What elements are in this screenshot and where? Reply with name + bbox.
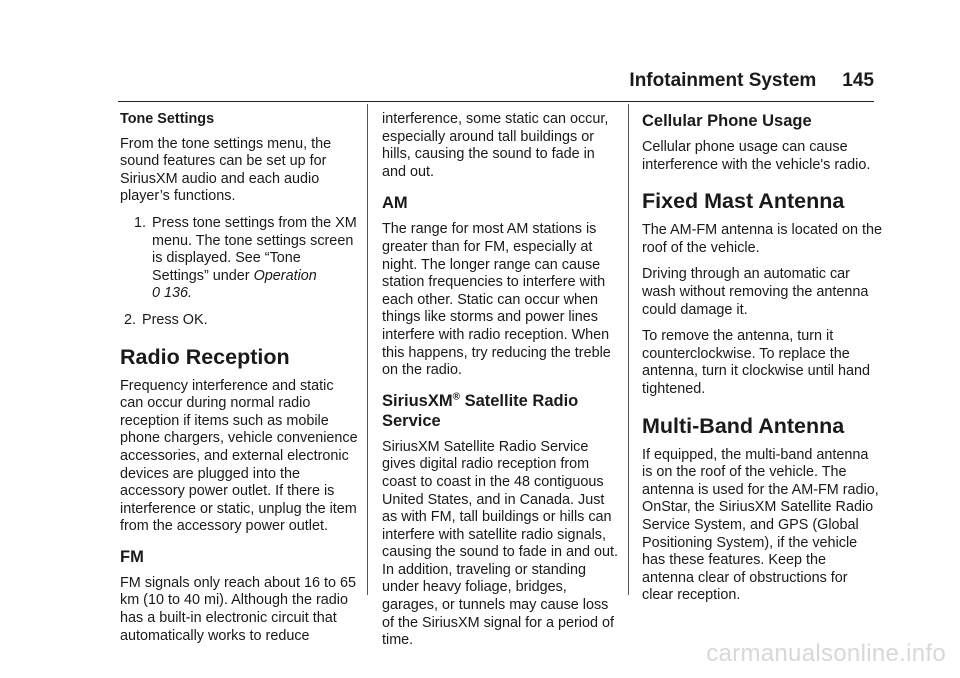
column-3	[642, 111, 882, 614]
page-number: 145	[842, 70, 874, 91]
fm-continued-text: interference, some static can occur, especially around tall buildings or hills, causing the sound to fade in and out.	[382, 111, 609, 180]
page-ref-link[interactable]: 0 136.	[152, 285, 193, 302]
step-text: Press tone settings from the XM menu. The tone settings screen is displayed. See “Tone Settings” under Operation 0 136.	[152, 214, 357, 302]
radio-reception-text: Frequency interference and static can occur during normal radio reception if items such as mobile phone chargers, vehicle convenience accessories, and external electronic devices are plugged into the accessory power outlet. If there is interference or static, unplug the item from the accessory power outlet.	[120, 377, 358, 535]
tone-settings-heading: Tone Settings	[120, 111, 215, 127]
cellular-text: Cellular phone usage can cause interference with the vehicle's radio.	[642, 139, 871, 173]
step-number: 1.	[133, 214, 146, 231]
column-1	[120, 111, 360, 654]
list-item	[120, 215, 360, 303]
siriusxm-text: SiriusXM Satellite Radio Service gives digital radio reception from coast to coast in the 48 contiguous United States, and in Canada. Just as with FM, tall buildings or hills can interfere with satellite radio signals, causing the sound to fade in and out. In addition, traveling or standing under heavy foliage, bridges, garages, or tunnels may cause loss of the SiriusXM signal for a period of time.	[382, 438, 619, 649]
column-2	[382, 111, 622, 659]
page-header	[629, 70, 874, 92]
header-rule	[118, 101, 874, 102]
radio-reception-heading: Radio Reception	[120, 344, 290, 369]
tone-settings-intro: From the tone settings menu, the sound features can be set up for SiriusXM audio and each audio player’s functions.	[120, 135, 332, 205]
list-item	[120, 312, 360, 330]
operation-ref[interactable]: Operation	[253, 267, 317, 284]
watermark: carmanualsonline.info	[706, 640, 946, 667]
column-divider-2	[628, 104, 629, 595]
multi-band-text: If equipped, the multi-band antenna is on the roof of the vehicle. The antenna is used for the AM-FM radio, OnStar, the SiriusXM Satellite Radio Service System, and GPS (Global Positioning System), if the vehicle has these features. Keep the antenna clear of obstructions for clear reception.	[642, 446, 879, 604]
multi-band-heading: Multi-Band Antenna	[642, 413, 845, 438]
fm-text: FM signals only reach about 16 to 65 km (10 to 40 mi). Although the radio has a built-in electronic circuit that automatically works to reduce	[120, 574, 356, 644]
tone-steps-list	[120, 215, 360, 330]
fixed-mast-p1: The AM-FM antenna is located on the roof of the vehicle.	[642, 222, 882, 256]
section-title: Infotainment System	[629, 70, 817, 91]
fixed-mast-p2: Driving through an automatic car wash without removing the antenna could damage it.	[642, 266, 869, 318]
am-heading: AM	[382, 194, 408, 213]
fixed-mast-p3: To remove the antenna, turn it counterclockwise. To replace the antenna, turn it clockwise until hand tightened.	[642, 328, 870, 397]
siriusxm-heading: SiriusXM® Satellite Radio Service	[382, 391, 579, 430]
registered-mark: ®	[452, 391, 460, 403]
am-text: The range for most AM stations is greater than for FM, especially at night. The longer range can cause station frequencies to interfere with each other. Static can occur when things like storms and power lines interfere with radio reception. When this happens, try reducing the treble on the radio.	[382, 221, 611, 379]
fixed-mast-heading: Fixed Mast Antenna	[642, 189, 845, 214]
fm-heading: FM	[120, 547, 144, 566]
step-number: 2.	[123, 311, 136, 328]
column-divider-1	[367, 104, 368, 595]
step-text: Press OK.	[142, 311, 208, 328]
cellular-heading: Cellular Phone Usage	[642, 112, 812, 130]
